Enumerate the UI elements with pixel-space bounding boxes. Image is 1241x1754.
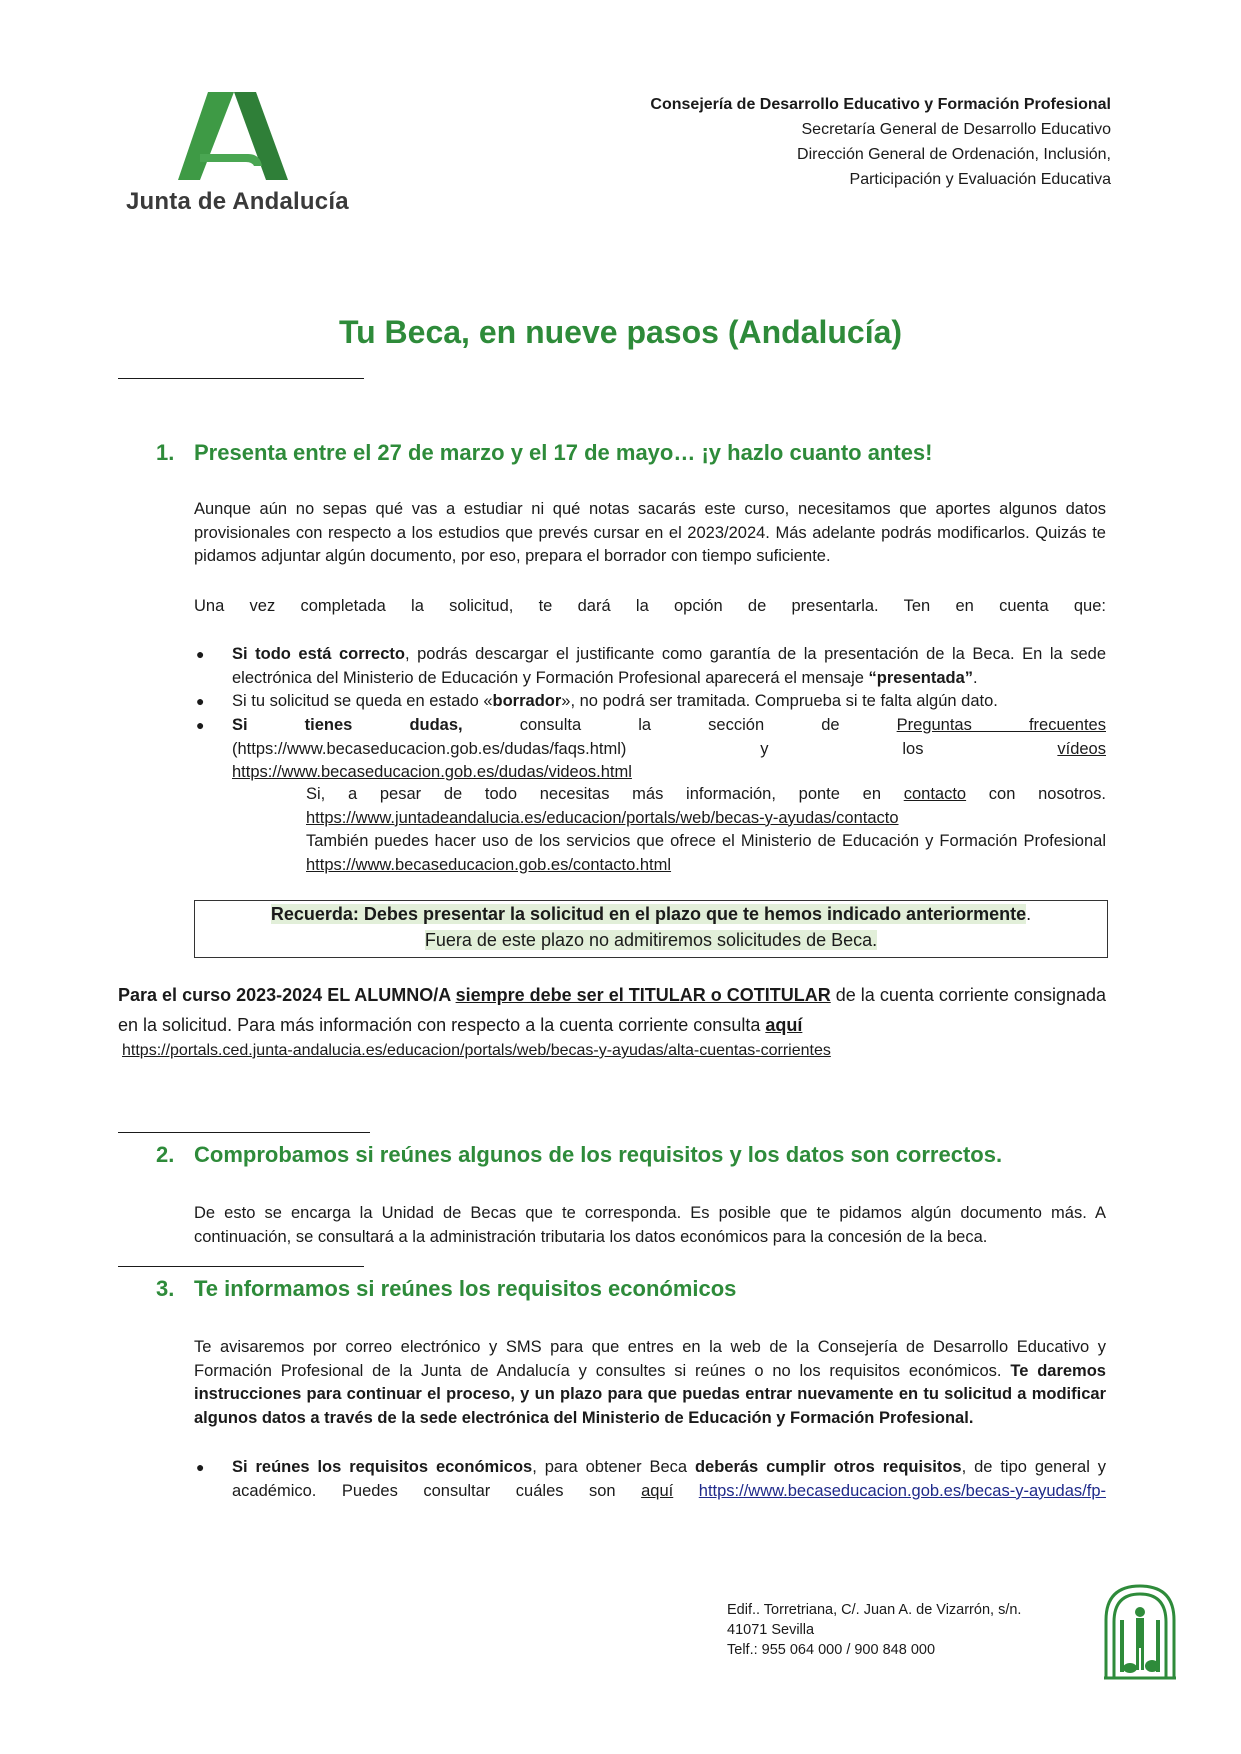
contact-text-end: con nosotros. [966,785,1106,803]
bullet-icon: ● [196,1459,205,1475]
bullet-text: , para obtener Beca [532,1458,695,1476]
bullet-text: Si tu solicitud se queda en estado « [232,692,493,710]
requirements-aqui-link[interactable]: aquí [641,1481,674,1500]
faq-link[interactable]: Preguntas frecuentes [896,716,1106,734]
bullet-icon: ● [196,717,205,733]
bullet-end: . [973,668,978,687]
section-number: 3. [156,1276,175,1301]
contact-line [306,783,1106,807]
bullet-text: y los [626,739,1058,758]
reminder-line-2 [195,927,1107,953]
header-secretaria: Secretaría General de Desarrollo Educativo [801,121,1111,138]
section-1-heading [156,440,933,466]
reminder-bold: Recuerda: Debes presentar la solicitud en el plazo que te hemos indicado anteriormente [270,904,1027,924]
bullet-text: , podrás descargar el justificante como garantía de la presentación de la Beca. En la sede electrónica del Ministerio de Educación y Formación Profesional aparecerá el mensaje [232,645,1106,687]
contact-text: Si, a pesar de todo necesitas más información, ponte en [306,785,904,803]
footer-address [727,1600,1021,1660]
reminder-box [194,900,1108,958]
bullet-item [196,714,1106,785]
section-number: 2. [156,1142,175,1167]
section-3-heading [156,1276,736,1302]
account-note [118,980,1106,1062]
contact-subparagraph [306,783,1106,877]
bullet-icon: ● [196,693,205,709]
bullet-bold: Si reúnes los requisitos económicos [232,1458,533,1476]
divider [118,1132,370,1133]
andalucia-coat-of-arms-icon [1100,1580,1180,1680]
bullet-text: », no podrá ser tramitada. Comprueba si te falta algún dato. [561,692,998,710]
bullet-icon: ● [196,646,205,662]
section-1-paragraph-2: Una vez completada la solicitud, te dará la opción de presentarla. Ten en cuenta que: [194,597,1106,615]
bullet-text-block [232,1456,1106,1503]
header-ministry: Consejería de Desarrollo Educativo y Formación Profesional [650,96,1111,113]
section-3-text: Te avisaremos por correo electrónico y SMS para que entres en la web de la Consejería de Desarrollo Educativo y Formación Profesional de la Junta de Andalucía y consultes si reúnes o no los requisitos económicos. [194,1338,1106,1380]
header-block [650,92,1111,192]
page-title: Tu Beca, en nueve pasos (Andalucía) [338,314,903,350]
ministry-contact-link[interactable]: https://www.becaseducacion.gob.es/contacto.html [306,855,672,874]
contact-link[interactable]: contacto [903,785,967,803]
divider [118,1266,364,1267]
videos-link[interactable]: vídeos [1057,739,1106,758]
account-aqui-link[interactable]: aquí [765,1015,803,1035]
bullet-item [196,1456,1106,1503]
section-title: Presenta entre el 27 de marzo y el 17 de mayo… ¡y hazlo cuanto antes! [194,440,933,465]
logo-text: Junta de Andalucía [126,188,349,215]
footer-line-1: Edif.. Torretriana, C/. Juan A. de Vizarrón, s/n. [727,1602,1022,1618]
bullet-line [232,714,1106,738]
header-direccion: Dirección General de Ordenación, Inclusión, [797,146,1111,163]
bullet-item [196,690,1106,714]
section-3-paragraph [194,1336,1106,1430]
bullet-item [196,643,1106,690]
account-note-underlined: siempre debe ser el TITULAR o COTITULAR [455,985,831,1005]
junta-andalucia-logo-icon [178,92,288,182]
header-participacion: Participación y Evaluación Educativa [849,171,1111,188]
account-note-body: de la cuenta corriente consignada en la solicitud. Para más información con respecto a la cuenta corriente consulta [118,985,1106,1035]
section-3-bold: Te daremos instrucciones para continuar el proceso, y un plazo para que puedas entrar nuevamente en tu solicitud a modificar algunos datos a través de la sede electrónica del Ministerio de Educación y Formación Profesional. [194,1361,1106,1427]
bullet-text: , de tipo general y académico. Puedes consultar cuáles son [232,1458,1106,1500]
footer-line-2: 41071 Sevilla [727,1622,815,1638]
footer-line-3: Telf.: 955 064 000 / 900 848 000 [727,1642,936,1658]
bullet-line [232,738,1106,762]
reminder-text: Fuera de este plazo no admitiremos solicitudes de Beca. [424,930,878,950]
videos-url-link[interactable]: https://www.becaseducacion.gob.es/dudas/videos.html [232,763,632,781]
bullet-text: consulta la sección de [462,716,897,734]
bullet-bold: Si tienes dudas, [232,716,463,734]
requirements-url-link[interactable]: https://www.becaseducacion.gob.es/becas-y-ayudas/fp- [698,1481,1106,1500]
section-title: Comprobamos si reúnes algunos de los requisitos y los datos son correctos. [194,1142,1003,1167]
bullet-message: “presentada” [868,668,974,687]
ministry-services-line [306,830,1106,877]
section-number: 1. [156,440,175,465]
account-note-text [118,980,1106,1040]
section-1-paragraph-1: Aunque aún no sepas qué vas a estudiar ni qué notas sacarás este curso, necesitamos que aportes algunos datos provisionales con respecto a los estudios que prevés cursar en el 2023/2024. Más adelante podrás modificarlos. Quizás te pidamos adjuntar algún documento, por eso, prepara el borrador con tiempo suficiente. [194,500,1106,565]
contact-url-link[interactable]: https://www.juntadeandalucia.es/educacion/portals/web/becas-y-ayudas/contacto [306,808,899,827]
reminder-end: . [1026,904,1032,924]
reminder-line-1 [195,901,1107,927]
divider [118,378,364,379]
faq-url: (https://www.becaseducacion.gob.es/dudas/faqs.html) [232,739,627,758]
ministry-services-text: También puedes hacer uso de los servicios que ofrece el Ministerio de Educación y Formación Profesional [306,832,1106,850]
section-title: Te informamos si reúnes los requisitos económicos [194,1276,737,1301]
bullet-bold: Si todo está correcto [232,645,405,663]
account-url-link[interactable]: https://portals.ced.junta-andalucia.es/educacion/portals/web/becas-y-ayudas/alta-cuentas-corrientes [122,1042,831,1059]
account-note-bold: Para el curso 2023-2024 EL ALUMNO/A [118,985,456,1005]
bullet-bold: borrador [492,692,562,710]
section-2-heading [156,1142,1002,1168]
section-2-paragraph: De esto se encarga la Unidad de Becas que te corresponda. Es posible que te pidamos algún documento más. A continuación, se consultará a la administración tributaria los datos económicos para la concesión de la beca. [194,1204,1106,1246]
bullet-bold: deberás cumplir otros requisitos [694,1458,962,1476]
